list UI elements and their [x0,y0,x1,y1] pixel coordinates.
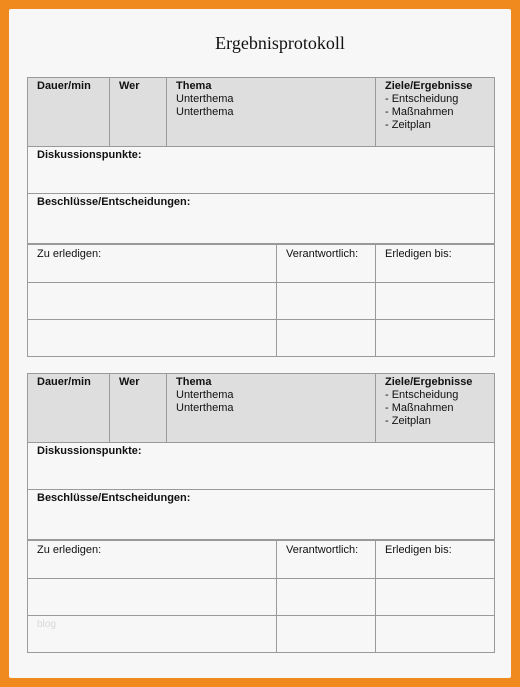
protocol-table-2 [27,373,495,540]
beschluesse-field[interactable]: Beschlüsse/Entscheidungen: [28,194,495,244]
beschluesse-row [28,490,495,540]
todo-header-row [28,541,495,579]
header-dauer: Dauer/min [28,78,110,147]
todo-verantwortlich-label: Verantwortlich: [277,541,376,579]
todo-cell[interactable] [376,616,495,653]
todo-cell[interactable] [28,283,277,320]
todo-table-1 [27,244,495,357]
watermark: blog [37,619,56,630]
todo-row [28,579,495,616]
protocol-table-1 [27,77,495,244]
diskussion-field[interactable]: Diskussionspunkte: [28,443,495,490]
ziel-entscheidung: - Entscheidung [385,93,459,105]
diskussion-row [28,147,495,194]
todo-cell[interactable] [277,616,376,653]
protocol-block-2 [27,373,494,653]
todo-row [28,616,495,653]
todo-cell[interactable] [277,283,376,320]
header-ziele: Ziele/Ergebnisse - Entscheidung - Maßnahmen - Zeitplan [376,374,495,443]
todo-cell[interactable] [277,320,376,357]
header-wer: Wer [110,374,167,443]
todo-table-2 [27,540,495,653]
todo-bis-label: Erledigen bis: [376,245,495,283]
todo-cell[interactable] [376,579,495,616]
header-dauer: Dauer/min [28,374,110,443]
todo-cell[interactable] [28,616,277,653]
ziel-zeitplan: - Zeitplan [385,119,431,131]
diskussion-field[interactable]: Diskussionspunkte: [28,147,495,194]
header-thema: Thema Unterthema Unterthema [167,78,376,147]
beschluesse-row [28,194,495,244]
ziel-entscheidung: - Entscheidung [385,389,459,401]
ziel-zeitplan: - Zeitplan [385,415,431,427]
unterthema-2: Unterthema [176,106,234,118]
ziel-massnahmen: - Maßnahmen [385,106,454,118]
header-row [28,374,495,443]
beschluesse-field[interactable]: Beschlüsse/Entscheidungen: [28,490,495,540]
todo-cell[interactable] [28,579,277,616]
todo-cell[interactable] [376,320,495,357]
todo-row [28,283,495,320]
todo-cell[interactable] [376,283,495,320]
todo-row [28,320,495,357]
todo-verantwortlich-label: Verantwortlich: [277,245,376,283]
unterthema-1: Unterthema [176,93,234,105]
todo-erledigen-label: Zu erledigen: [28,245,277,283]
todo-cell[interactable] [277,579,376,616]
header-wer: Wer [110,78,167,147]
todo-header-row [28,245,495,283]
todo-cell[interactable] [28,320,277,357]
unterthema-1: Unterthema [176,389,234,401]
header-thema: Thema Unterthema Unterthema [167,374,376,443]
protocol-block-1 [27,77,494,357]
header-ziele: Ziele/Ergebnisse - Entscheidung - Maßnahmen - Zeitplan [376,78,495,147]
unterthema-2: Unterthema [176,402,234,414]
document-page [9,9,511,678]
ziel-massnahmen: - Maßnahmen [385,402,454,414]
todo-erledigen-label: Zu erledigen: [28,541,277,579]
document-title: Ergebnisprotokoll [215,33,345,53]
diskussion-row [28,443,495,490]
header-row [28,78,495,147]
todo-bis-label: Erledigen bis: [376,541,495,579]
